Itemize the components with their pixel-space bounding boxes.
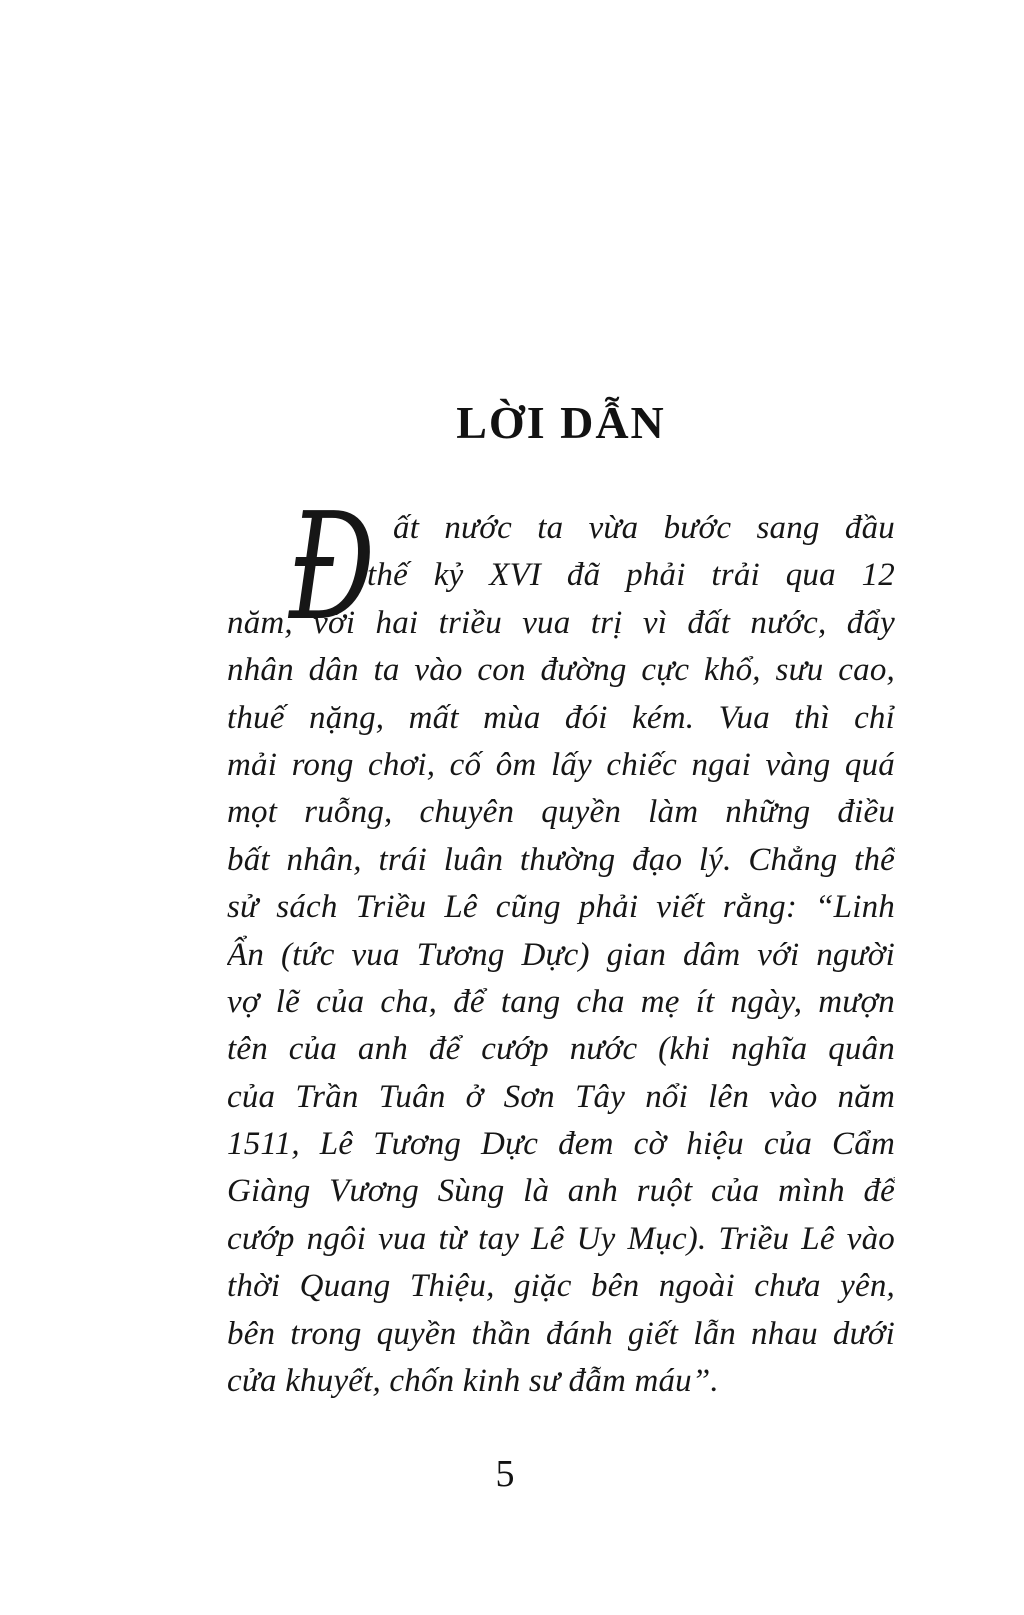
text-line: mọt ruỗng, chuyên quyền làm những điều: [227, 794, 895, 831]
text-line: ất nước ta vừa bước sang đầu: [393, 510, 895, 546]
body-paragraph: [227, 481, 895, 1405]
drop-cap-letter: Đ: [289, 481, 376, 653]
text-line: cướp ngôi vua từ tay Lê Uy Mục). Triều Lê vào: [227, 1220, 895, 1257]
text-line: mải rong chơi, cố ôm lấy chiếc ngai vàng quá: [227, 746, 895, 783]
text-line: bên trong quyền thần đánh giết lẫn nhau dưới: [227, 1315, 895, 1352]
text-line: nhân dân ta vào con đường cực khổ, sưu cao,: [227, 652, 895, 689]
text-line: sử sách Triều Lê cũng phải viết rằng: “Linh: [227, 889, 895, 926]
text-line: thuế nặng, mất mùa đói kém. Vua thì chỉ: [227, 699, 895, 736]
text-line: cửa khuyết, chốn kinh sư đẫm máu”.: [227, 1363, 719, 1400]
page-title: LỜI DẪN: [456, 397, 666, 448]
text-line: tên của anh để cướp nước (khi nghĩa quân: [227, 1031, 895, 1068]
text-line: thế kỷ XVI đã phải trải qua 12: [367, 557, 895, 594]
text-line: bất nhân, trái luân thường đạo lý. Chẳng thế: [227, 841, 895, 878]
text-line: thời Quang Thiệu, giặc bên ngoài chưa yên,: [227, 1268, 895, 1305]
text-line: Ẩn (tức vua Tương Dực) gian dâm với người: [227, 936, 895, 973]
text-line: của Trần Tuân ở Sơn Tây nổi lên vào năm: [227, 1078, 895, 1115]
text-line: vợ lẽ của cha, để tang cha mẹ ít ngày, mượn: [227, 983, 895, 1020]
text-line: Giàng Vương Sùng là anh ruột của mình để: [227, 1173, 895, 1210]
text-line: 1511, Lê Tương Dực đem cờ hiệu của Cẩm: [227, 1126, 895, 1163]
text-line: năm, với hai triều vua trị vì đất nước, đẩy: [227, 604, 895, 641]
page-number: 5: [495, 1453, 515, 1495]
